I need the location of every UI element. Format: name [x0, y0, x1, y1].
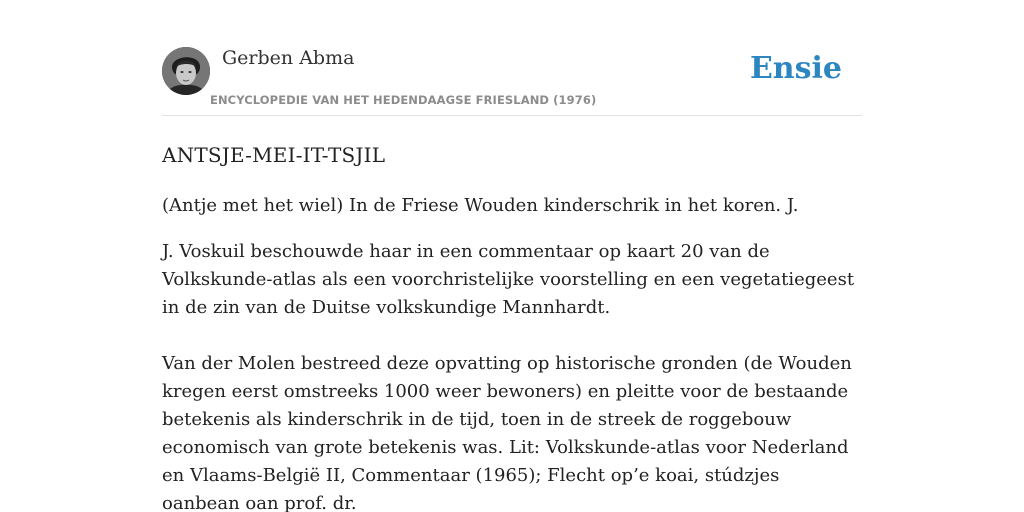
header-divider [162, 115, 862, 116]
article-paragraph: Van der Molen bestreed deze opvatting op historische gronden (de Wouden kregen eerst omstreeks 1000 weer bewoners) en pleitte voor de bestaande betekenis als kinderschrik in de tijd, toen in de streek de roggebouw economisch van grote betekenis was. Lit: Volkskunde-atlas voor Nederland en Vlaams-België II, Commentaar (1965); Flecht op’e koai, stúdzjes oanbean oan prof. dr. [162, 353, 852, 512]
article-paragraph: J. Voskuil beschouwde haar in een commentaar op kaart 20 van de Volkskunde-atlas als een voorchristelijke voorstelling en een vegetatiegeest in de zin van de Duitse volkskundige Mannhardt. [162, 241, 855, 318]
portrait-icon [162, 47, 210, 95]
article-body [162, 138, 862, 512]
article-title: ANTSJE-MEI-IT-TSJIL [162, 143, 386, 167]
source-label[interactable]: ENCYCLOPEDIE VAN HET HEDENDAAGSE FRIESLAND (1976) [210, 93, 597, 107]
author-name[interactable]: Gerben Abma [222, 47, 355, 69]
article-paragraph: (Antje met het wiel) In de Friese Wouden kinderschrik in het koren. J. [162, 195, 799, 216]
ensie-logo[interactable]: Ensie [749, 51, 842, 86]
author-avatar[interactable] [162, 47, 210, 95]
